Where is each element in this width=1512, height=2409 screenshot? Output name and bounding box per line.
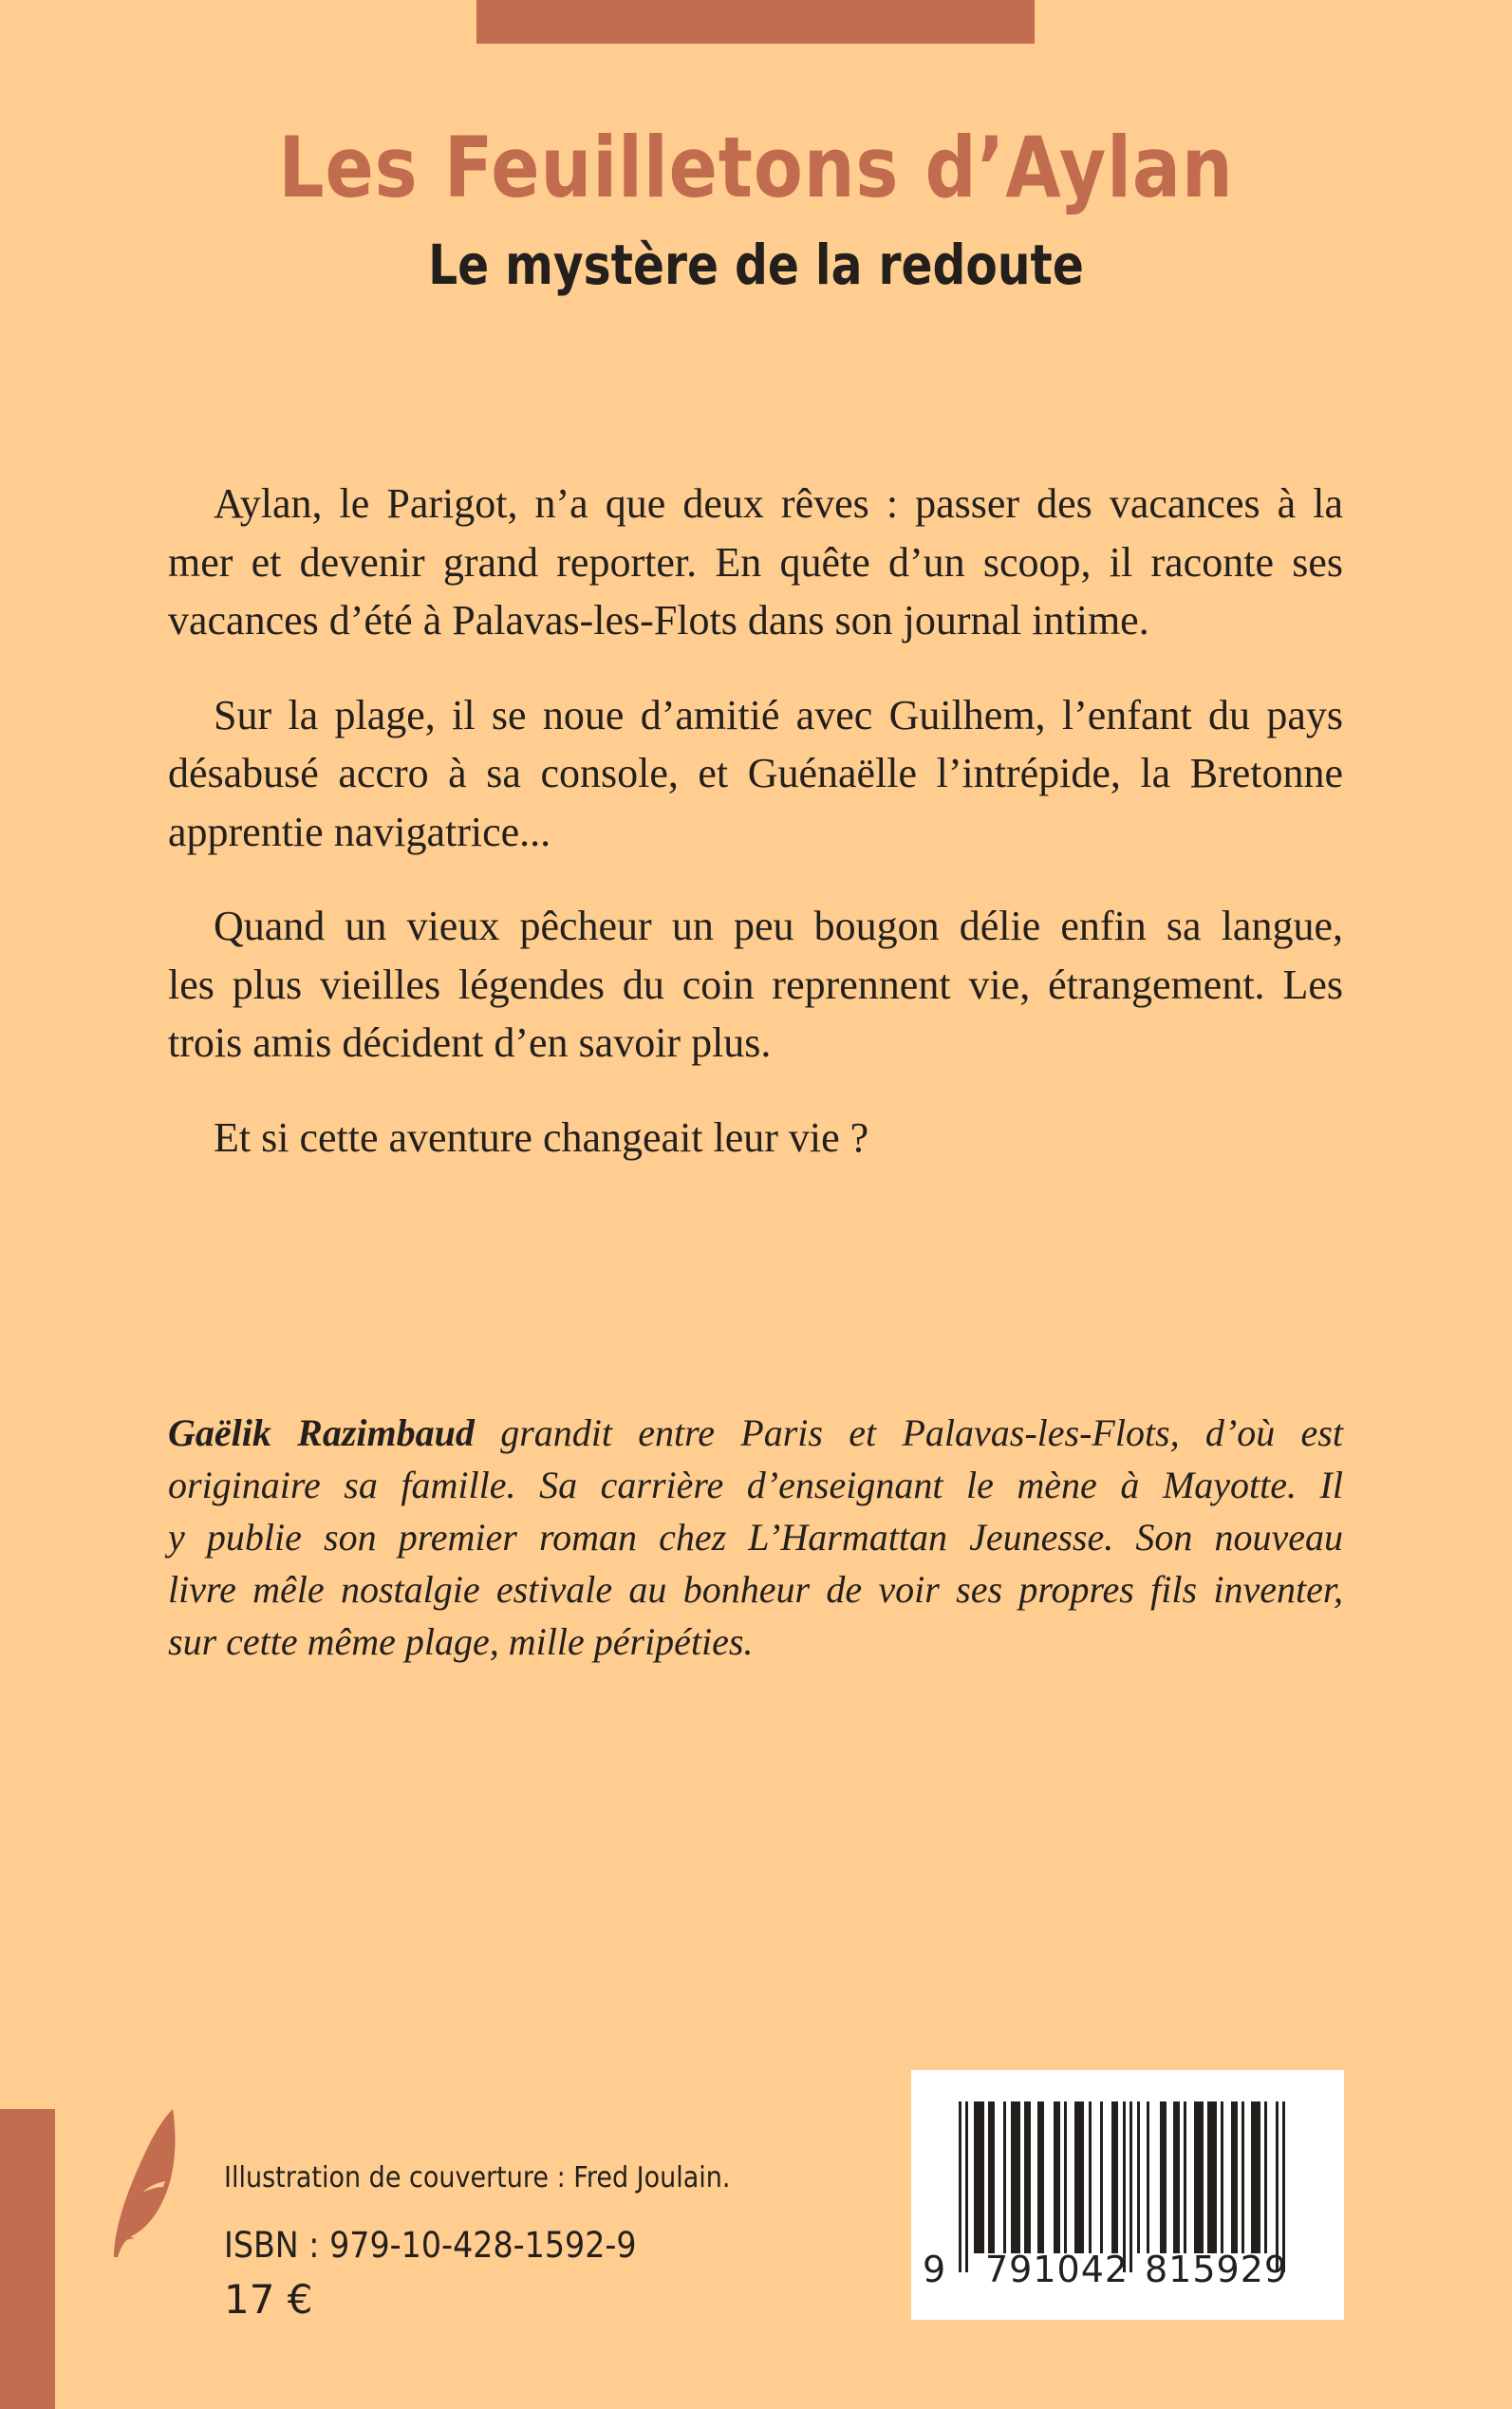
illustration-credit: Illustration de couverture : Fred Joulain. <box>224 2161 731 2194</box>
text-line: sur cette même plage, mille péripéties. <box>168 1620 754 1663</box>
barcode <box>911 2070 1344 2320</box>
text-line: y publie son premier roman chez L’Harmattan Jeunesse. Son nouveau <box>168 1516 1343 1559</box>
text-line: Aylan, le Parigot, n’a que deux rêves : passer des vacances à la <box>214 480 1343 527</box>
blurb <box>168 475 1343 1203</box>
text-line: Sur la plage, il se noue d’amitié avec Guilhem, l’enfant du pays <box>214 691 1343 738</box>
isbn: ISBN : 979-10-428-1592-9 <box>224 2225 637 2266</box>
bio-text: grandit entre Paris et Palavas-les-Flots, d’où est <box>474 1411 1343 1454</box>
blurb-paragraph <box>168 475 1343 650</box>
barcode-digit-first: 9 <box>923 2249 946 2290</box>
blurb-paragraph <box>168 1109 1343 1167</box>
blurb-paragraph <box>168 897 1343 1073</box>
text-line: originaire sa famille. Sa carrière d’enseignant le mène à Mayotte. Il <box>168 1464 1343 1506</box>
text-line: désabusé accro à sa console, et Guénaëlle l’intrépide, la Bretonne <box>168 750 1343 796</box>
author-name: Gaëlik Razimbaud <box>168 1411 475 1454</box>
text-line: vacances d’été à Palavas-les-Flots dans son journal intime. <box>168 597 1149 644</box>
author-bio <box>168 1407 1343 1668</box>
text-line <box>168 1407 1343 1459</box>
text-line: les plus vieilles légendes du coin reprennent vie, étrangement. Les <box>168 961 1343 1008</box>
blurb-paragraph <box>168 686 1343 862</box>
barcode-digits-right: 815929 <box>1145 2249 1289 2290</box>
feather-icon <box>106 2105 182 2262</box>
text-line: trois amis décident d’en savoir plus. <box>168 1019 772 1066</box>
text-line: livre mêle nostalgie estivale au bonheur de voir ses propres fils inventer, <box>168 1568 1343 1611</box>
side-accent-bar <box>0 2109 55 2409</box>
text-line: mer et devenir grand reporter. En quête d’un scoop, il raconte ses <box>168 538 1343 586</box>
text-line: Et si cette aventure changeait leur vie ? <box>214 1113 869 1161</box>
top-accent-bar <box>476 0 1035 44</box>
barcode-digits-left: 791042 <box>985 2249 1129 2290</box>
series-title: Les Feuilletons d’Aylan <box>278 119 1234 216</box>
price: 17 € <box>224 2276 313 2323</box>
text-line: apprentie navigatrice... <box>168 808 551 855</box>
book-title: Le mystère de la redoute <box>428 233 1084 297</box>
credits <box>224 2159 787 2326</box>
text-line: Quand un vieux pêcheur un peu bougon délie enfin sa langue, <box>214 903 1343 949</box>
